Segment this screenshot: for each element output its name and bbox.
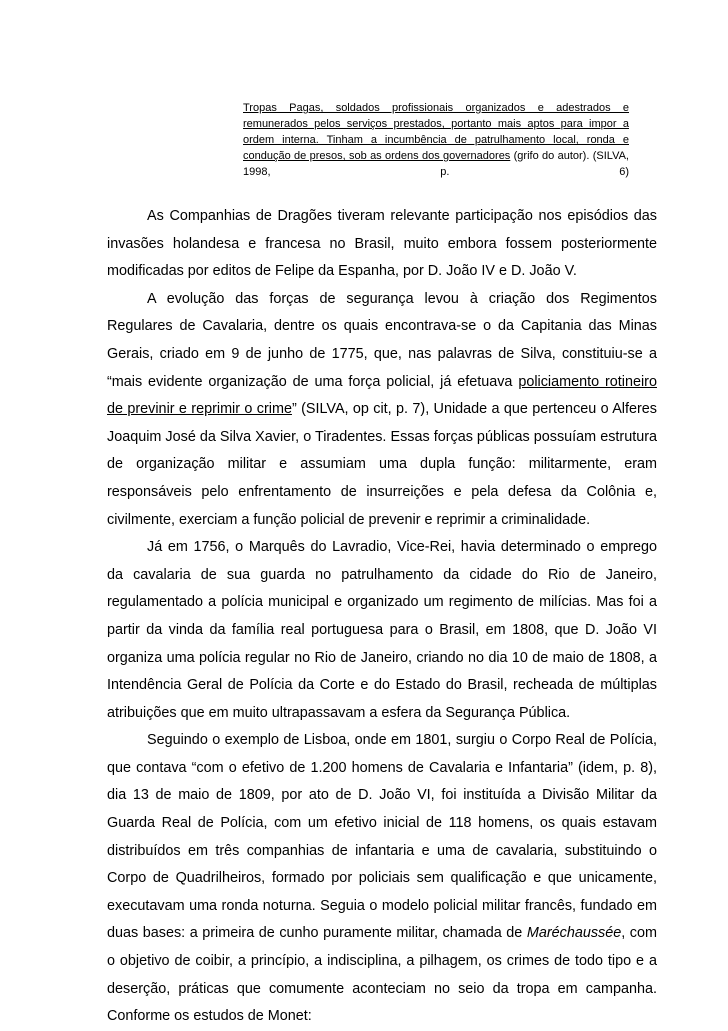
paragraph-lavradio: Já em 1756, o Marquês do Lavradio, Vice-Rei, havia determinado o emprego da cavalaria de sua guarda no patrulhamento da cidade do Rio de Janeiro, regulamentado a polícia municipal e organizado um regimento de milícias. Mas foi a partir da vinda da família real portuguesa para o Brasil, em 1808, que D. João VI organiza uma polícia regular no Rio de Janeiro, criando no dia 10 de maio de 1808, a Intendência Geral de Polícia da Corte e do Estado do Brasil, recheada de múltiplas atribuições que em muito ultrapassavam a esfera da Segurança Pública. (107, 539, 657, 721)
paragraph-dragoes: As Companhias de Dragões tiveram relevante participação nos episódios das invasões holandesa e francesa no Brasil, muito embora fossem posteriormente modificadas por editos de Felipe da Espanha, por D. João IV e D. João V. (107, 208, 657, 280)
paragraph-regimentos-underlined: policiamento rotineiro de previnir e reprimir o crime (107, 373, 657, 418)
body-text (107, 203, 657, 1031)
paragraph-lisboa-part1: Seguindo o exemplo de Lisboa, onde em 1801, surgiu o Corpo Real de Polícia, que contava “com o efetivo de 1.200 homens de Cavalaria e Infantaria” (idem, p. 8), dia 13 de maio de 1809, por ato de D. João VI, foi instituída a Divisão Militar da Guarda Real de Polícia, com um efetivo inicial de 118 homens, os quais estavam distribuídos em três companhias de infantaria e uma de cavalaria, substituindo o Corpo de Quadrilheiros, formado por policiais sem qualificação e que unicamente, executavam uma ronda noturna. Seguia o modelo policial militar francês, fundado em duas bases: a primeira de cunho puramente militar, chamada de (107, 732, 657, 942)
paragraph-lisboa-part2: , com o objetivo de coibir, a princípio, a indisciplina, a pilhagem, os crimes de todo tipo e a deserção, práticas que comumente aconteciam no seio da tropa em campanha. Conforme os estudos de Monet: (107, 925, 657, 1025)
paragraph-lisboa-italic: Maréchaussée (526, 925, 622, 942)
paragraph-regimentos (107, 286, 657, 534)
paragraph-regimentos-part1: A evolução das forças de segurança levou à criação dos Regimentos Regulares de Cavalaria, dentre os quais encontrava-se o da Capitania das Minas Gerais, criado em 9 de junho de 1775, que, nas palavras de Silva, constituiu-se a “mais evidente organização de uma força policial, já efetuava (107, 290, 657, 390)
paragraph-regimentos-part2: ” (SILVA, op cit, p. 7), Unidade a que pertenceu o Alferes Joaquim José da Silva Xavier, o Tiradentes. Essas forças públicas possuíam estrutura de organização militar e assumiam uma dupla função: militarmente, eram responsáveis pelo enfrentamento de insurreições e pela defesa da Colônia e, civilmente, exerciam a função policial de prevenir e reprimir a criminalidade. (107, 401, 657, 528)
paragraph-lisboa (107, 727, 657, 1031)
block-quote (243, 100, 629, 180)
quote-underlined-text: Tropas Pagas, soldados profissionais organizados e adestrados e remunerados pelos serviços prestados, portanto mais aptos para impor a ordem interna. Tinham a incumbência de patrulhamento local, ronda e condução de presos, sob as ordens dos governadores (243, 102, 629, 162)
quote-citation: (grifo do autor). (SILVA, 1998, p. 6) (243, 150, 629, 178)
